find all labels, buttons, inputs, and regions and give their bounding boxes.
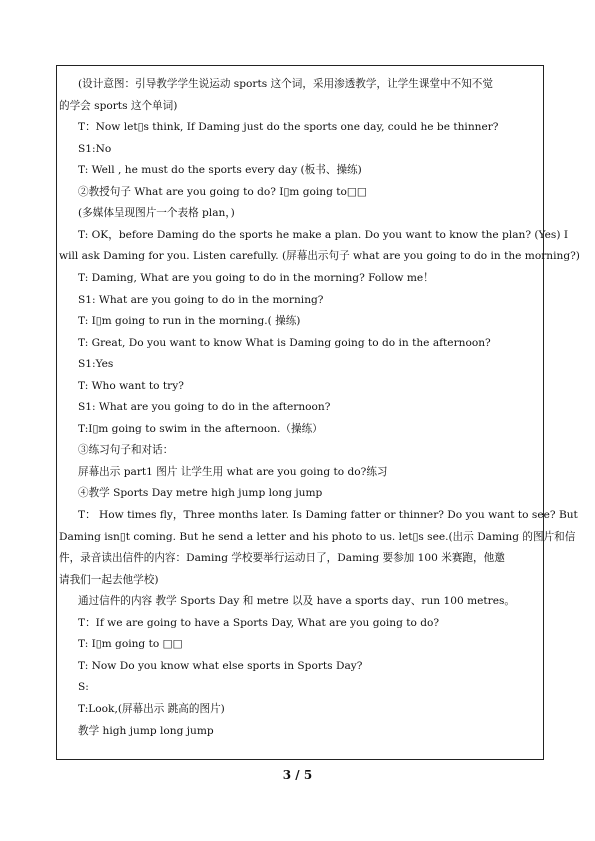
text-line: S1:No <box>78 142 112 155</box>
text-line: T：If we are going to have a Sports Day, What are you going to do? <box>78 616 440 629</box>
text-line: T：Now let▯s think, If Daming just do the sports one day, could he be thinner? <box>78 121 499 134</box>
text-line: ③练习句子和对话： <box>78 444 174 457</box>
text-line: 的学会 sports 这个单词) <box>59 99 178 112</box>
text-line: ④教学 Sports Day metre high jump long jump <box>78 487 323 500</box>
text-line: T: Great, Do you want to know What is Daming going to do in the afternoon? <box>78 336 491 349</box>
text-line: 通过信件的内容 教学 Sports Day 和 metre 以及 have a sports day、run 100 metres。 <box>78 595 516 608</box>
text-line: T: Who want to try? <box>78 379 184 392</box>
text-line: T: Daming, What are you going to do in the morning? Follow me！ <box>78 271 434 284</box>
text-line: T: I▯m going to run in the morning.( 操练) <box>78 315 301 328</box>
text-line: S1: What are you going to do in the afternoon? <box>78 401 331 414</box>
text-line: T: Now Do you know what else sports in Sports Day? <box>78 659 363 672</box>
text-line: 请我们一起去他学校) <box>59 573 159 586</box>
text-line: T:Look,(屏幕出示 跳高的图片) <box>78 702 225 715</box>
text-line: will ask Daming for you. Listen carefully. (屏幕出示句子 what are you going to do in the morning?) <box>59 250 580 263</box>
text-line: T: I▯m going to □□ <box>78 638 183 651</box>
text-line: (设计意图：引导教学学生说运动 sports 这个词，采用渗透教学，让学生课堂中不知不觉 <box>78 78 493 90</box>
content-table-cell <box>56 65 580 760</box>
text-line: S1:Yes <box>78 358 114 371</box>
text-line: 教学 high jump long jump <box>78 724 214 737</box>
text-line: T: OK，before Daming do the sports he make a plan. Do you want to know the plan? (Yes) I <box>78 228 569 241</box>
text-line: (多媒体呈现图片一个表格 plan，) <box>78 207 235 220</box>
text-line: ②教授句子 What are you going to do? I▯m going to□□ <box>78 185 367 198</box>
text-line: T： How times fly，Three months later. Is Daming fatter or thinner? Do you want to see? But <box>78 509 578 521</box>
text-line: S1: What are you going to do in the morning? <box>78 293 324 306</box>
page-number: 3 / 5 <box>282 768 313 782</box>
text-line: Daming isn▯t coming. But he send a letter and his photo to us. let▯s see.(出示 Daming 的图片和信 <box>59 530 576 543</box>
text-line: S: <box>78 681 89 694</box>
text-line: 屏幕出示 part1 图片 让学生用 what are you going to do?练习 <box>78 465 388 478</box>
text-line: 件，录音读出信件的内容：Daming 学校要举行运动日了，Daming 要参加 100 米赛跑，他邀 <box>59 552 505 565</box>
text-line: T: Well , he must do the sports every day (板书、操练) <box>78 164 362 177</box>
text-line: T:I▯m going to swim in the afternoon.（操练） <box>78 422 323 435</box>
